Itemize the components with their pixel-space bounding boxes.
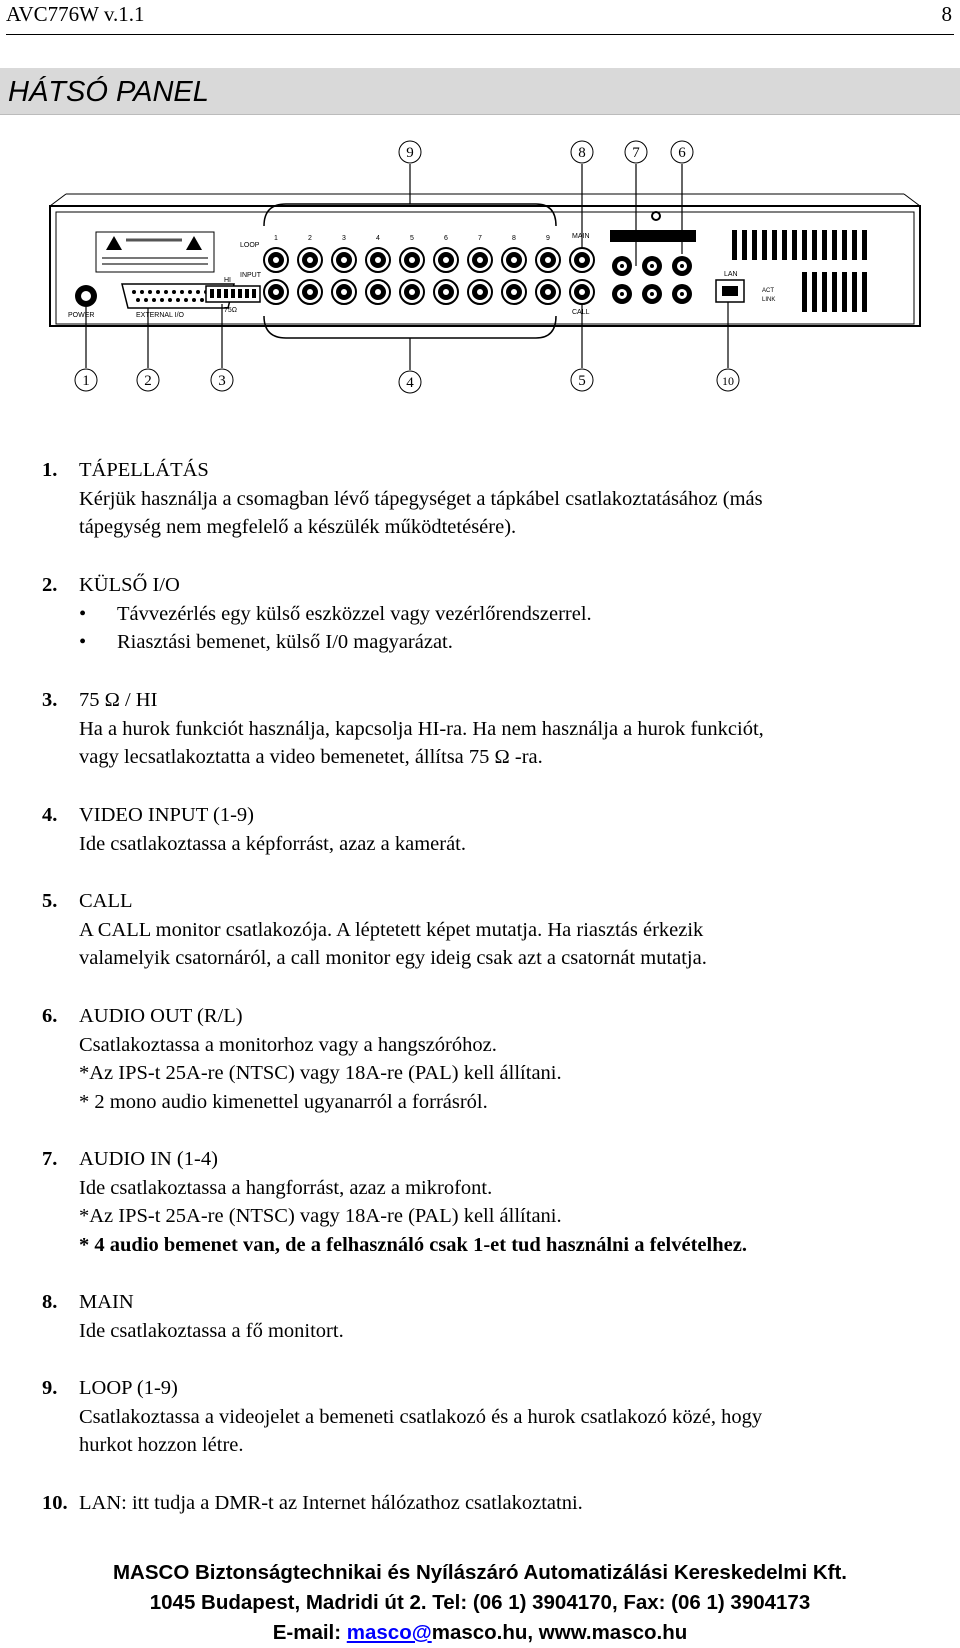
email-link[interactable]: masco@ <box>346 1621 432 1644</box>
callout-5: 5 <box>578 373 586 389</box>
callout-2: 2 <box>144 373 152 389</box>
footer <box>0 1558 960 1648</box>
item-number: 1. <box>42 459 58 481</box>
item-title: LOOP (1-9) <box>79 1377 178 1399</box>
item-video-input <box>42 801 932 858</box>
callout-4: 4 <box>406 375 414 391</box>
item-number: 6. <box>42 1005 58 1027</box>
footer-contact <box>0 1618 960 1648</box>
item-text: Csatlakoztassa a monitorhoz vagy a hangszóróhoz. <box>79 1033 497 1056</box>
bullet-item: • Távvezérlés egy külső eszközzel vagy vezérlőrendszerrel. <box>42 600 932 629</box>
item-text: * 2 mono audio kimenettel ugyanarról a forrásról. <box>79 1090 488 1113</box>
item-text: *Az IPS-t 25A-re (NTSC) vagy 18A-re (PAL) kell állítani. <box>79 1062 562 1085</box>
act-label: ACT <box>762 288 774 294</box>
footer-address: 1045 Budapest, Madridi út 2. Tel: (06 1) 3904170, Fax: (06 1) 3904173 <box>149 1591 811 1614</box>
item-title: 75 Ω / HI <box>79 689 158 711</box>
page-number: 8 <box>941 2 952 26</box>
port-number-8: 8 <box>512 235 516 242</box>
item-call <box>42 887 932 973</box>
item-power <box>42 456 932 542</box>
power-label: POWER <box>68 312 95 319</box>
item-title: KÜLSŐ I/O <box>79 574 180 596</box>
item-text: valamelyik csatornáról, a call monitor egy ideig csak azt a csatornát mutatja. <box>79 947 707 970</box>
item-number: 10. <box>42 1492 68 1514</box>
section-title: HÁTSÓ PANEL <box>8 76 209 108</box>
bullet-item: • Riasztási bemenet, külső I/0 magyarázat. <box>42 628 932 657</box>
main-label: MAIN <box>572 233 590 240</box>
item-text: Kérjük használja a csomagban lévő tápegységet a tápkábel csatlakoztatásához (más <box>79 487 763 510</box>
callout-1: 1 <box>82 373 90 389</box>
item-text: Ide csatlakoztassa a fő monitort. <box>79 1319 344 1342</box>
section-title-band <box>0 68 960 115</box>
item-text: A CALL monitor csatlakozója. A léptetett képet mutatja. Ha riasztás érkezik <box>79 918 704 941</box>
hi-label: HI <box>224 277 231 284</box>
port-number-7: 7 <box>478 235 482 242</box>
external-io-label: EXTERNAL I/O <box>136 312 184 319</box>
callout-10: 10 <box>722 374 734 388</box>
footer-email-prefix: E-mail: <box>272 1621 347 1644</box>
callout-9: 9 <box>406 145 414 161</box>
item-75-ohm-hi <box>42 686 932 772</box>
port-number-2: 2 <box>308 235 312 242</box>
input-label: INPUT <box>240 272 261 279</box>
item-number: 4. <box>42 804 58 826</box>
item-text: *Az IPS-t 25A-re (NTSC) vagy 18A-re (PAL) kell állítani. <box>79 1205 562 1228</box>
footer-websites: masco.hu, www.masco.hu <box>431 1621 688 1644</box>
item-text: Ide csatlakoztassa a hangforrást, azaz a mikrofont. <box>79 1176 493 1199</box>
item-audio-out <box>42 1002 932 1116</box>
item-number: 9. <box>42 1377 58 1399</box>
item-text: Csatlakoztassa a videojelet a bemeneti csatlakozó és a hurok csatlakozó közé, hogy <box>79 1405 763 1428</box>
item-text: hurkot hozzon létre. <box>79 1434 244 1457</box>
callout-6: 6 <box>678 145 686 161</box>
port-number-6: 6 <box>444 235 448 242</box>
item-bold-note: * 4 audio bemenet van, de a felhasználó csak 1-et tud használni a felvételhez. <box>79 1233 747 1256</box>
port-number-9: 9 <box>546 235 550 242</box>
footer-company: MASCO Biztonságtechnikai és Nyílászáró Automatizálási Kereskedelmi Kft. <box>112 1561 848 1584</box>
page-header <box>6 0 954 35</box>
item-title: MAIN <box>79 1291 134 1313</box>
callout-8: 8 <box>578 145 586 161</box>
rear-panel-diagram <box>36 126 932 430</box>
item-text: vagy lecsatlakoztatta a video bemenetet, állítsa 75 Ω -ra. <box>79 746 543 769</box>
model-version: AVC776W v.1.1 <box>6 2 145 26</box>
link-label: LINK <box>762 297 776 303</box>
callout-3: 3 <box>218 373 226 389</box>
item-title: AUDIO OUT (R/L) <box>79 1005 243 1027</box>
item-external-io <box>42 571 932 657</box>
item-number: 7. <box>42 1148 58 1170</box>
port-number-3: 3 <box>342 235 346 242</box>
item-number: 8. <box>42 1291 58 1313</box>
port-number-4: 4 <box>376 235 380 242</box>
item-number: 5. <box>42 890 58 912</box>
item-text: Ide csatlakoztassa a képforrást, azaz a kamerát. <box>79 832 466 855</box>
item-text: tápegység nem megfelelő a készülék működtetésére). <box>79 516 517 539</box>
item-audio-in <box>42 1145 932 1259</box>
loop-label: LOOP <box>240 242 260 249</box>
item-title: TÁPELLÁTÁS <box>79 459 209 481</box>
port-number-5: 5 <box>410 235 414 242</box>
call-label: CALL <box>572 309 590 316</box>
item-loop <box>42 1374 932 1460</box>
item-lan <box>42 1489 932 1518</box>
item-title: VIDEO INPUT (1-9) <box>79 804 254 826</box>
item-number: 2. <box>42 574 58 596</box>
ohm-label: 75Ω <box>224 307 238 314</box>
item-number: 3. <box>42 689 58 711</box>
lan-label: LAN <box>724 271 738 278</box>
item-title: LAN: itt tudja a DMR-t az Internet hálózathoz csatlakoztatni. <box>79 1492 583 1514</box>
item-title: AUDIO IN (1-4) <box>79 1148 218 1170</box>
item-text: Ha a hurok funkciót használja, kapcsolja HI-ra. Ha nem használja a hurok funkciót, <box>79 717 764 740</box>
item-main <box>42 1288 932 1345</box>
item-title: CALL <box>79 890 133 912</box>
callout-7: 7 <box>632 145 640 161</box>
port-number-1: 1 <box>274 235 278 242</box>
